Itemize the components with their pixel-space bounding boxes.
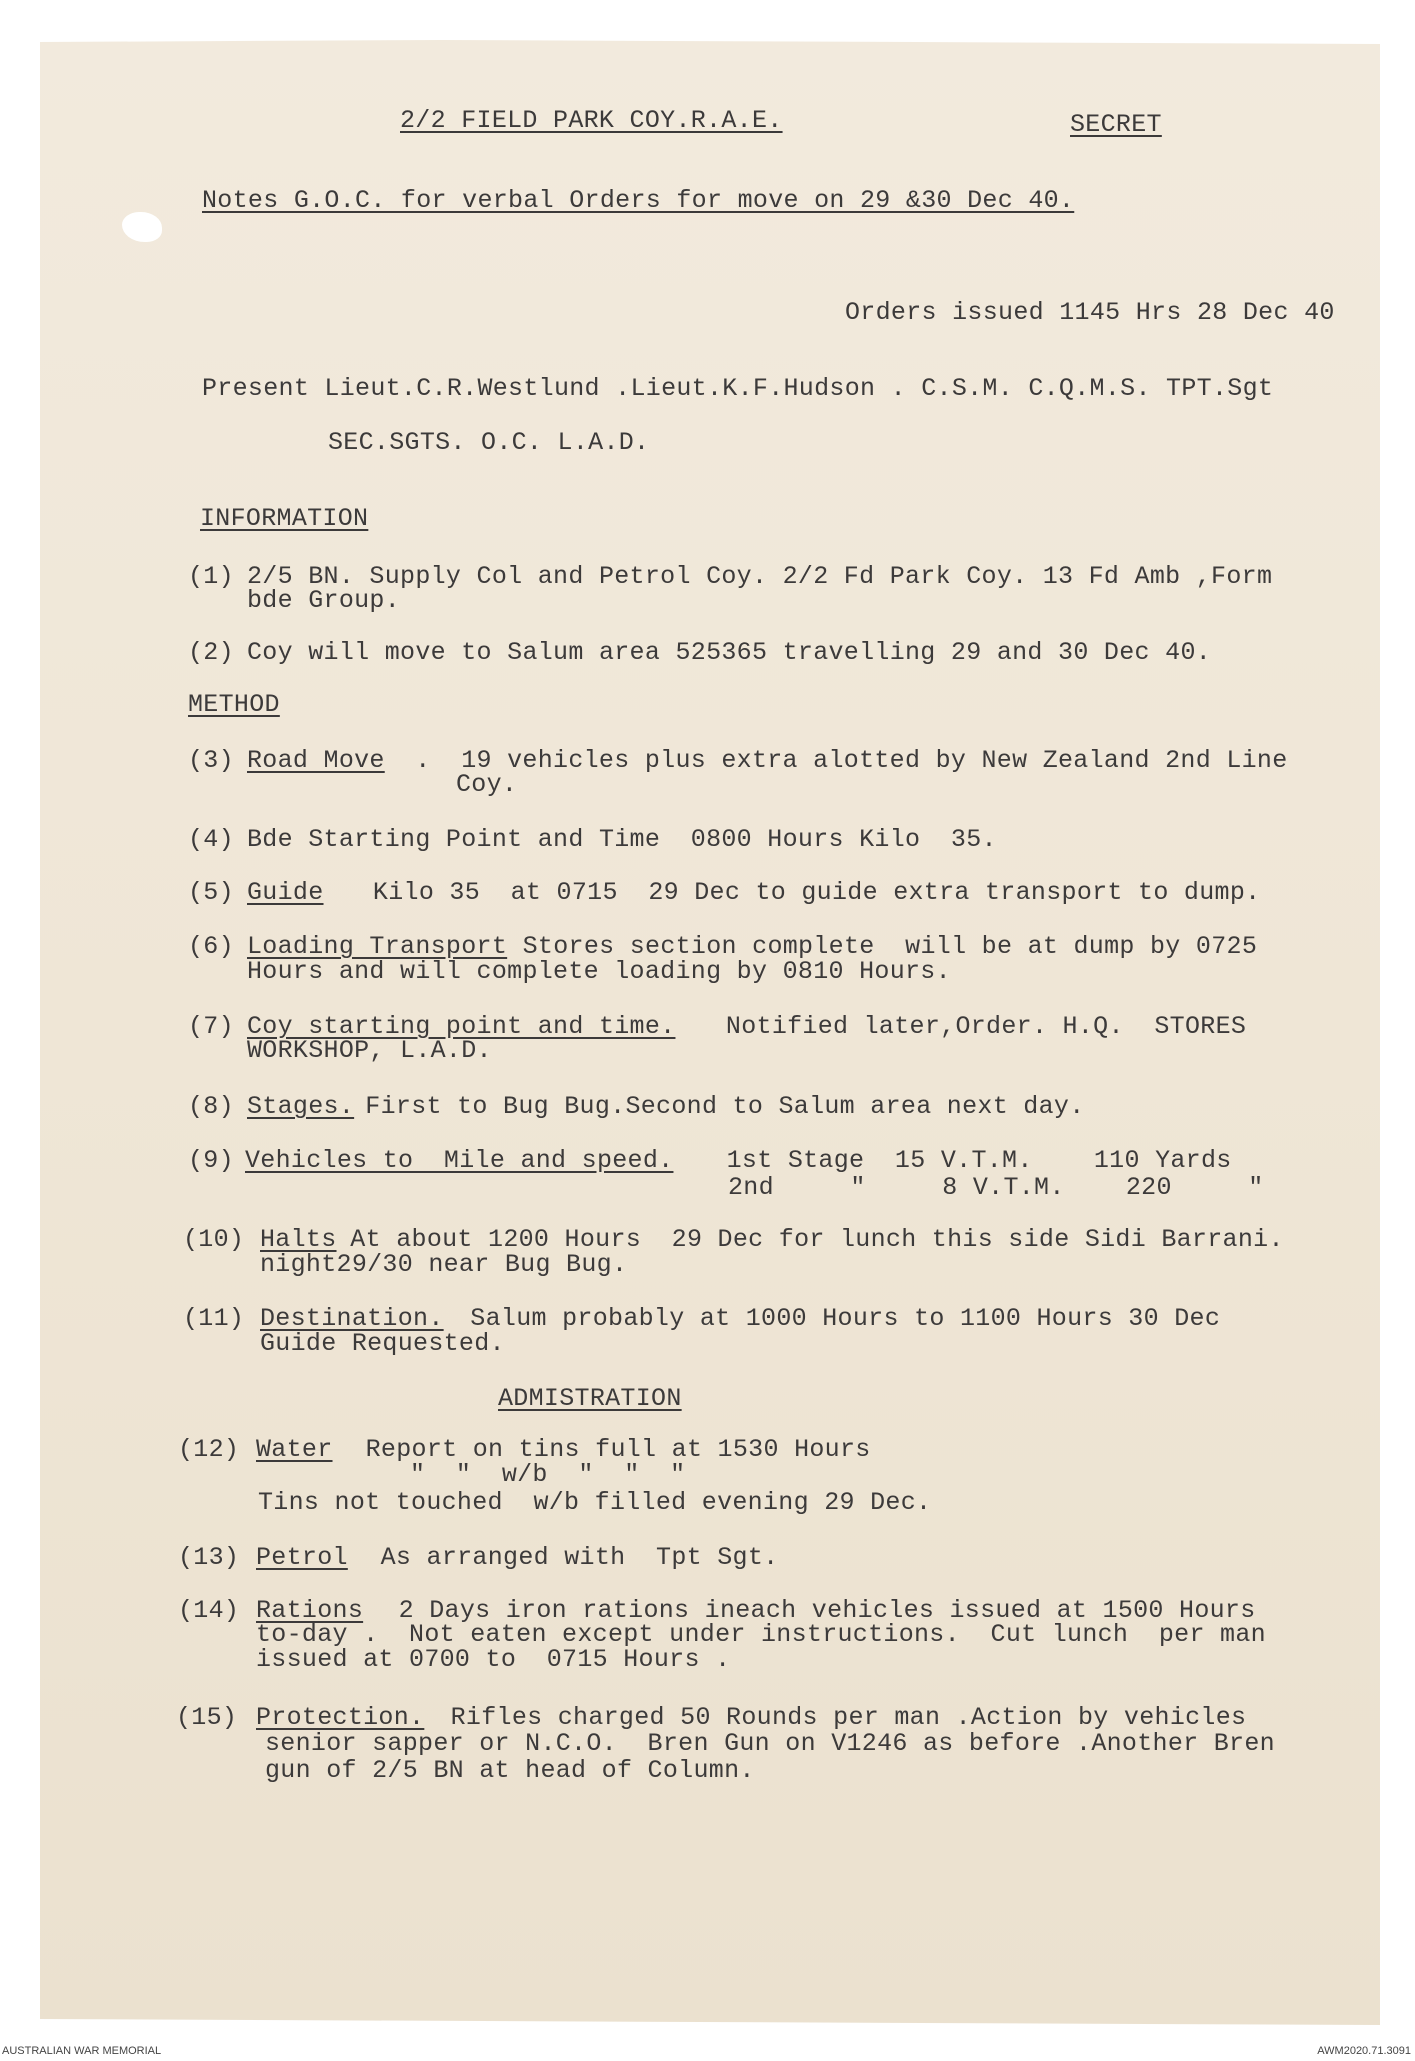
subject-line: Notes G.O.C. for verbal Orders for move on 29 &30 Dec 40. bbox=[202, 186, 1075, 215]
footer-archive-name: AUSTRALIAN WAR MEMORIAL bbox=[2, 2045, 162, 2057]
section-information: INFORMATION bbox=[200, 504, 369, 533]
section-method: METHOD bbox=[188, 690, 280, 719]
classification-stamp: SECRET bbox=[1070, 110, 1162, 139]
section-administration: ADMISTRATION bbox=[498, 1384, 682, 1413]
footer-accession-number: AWM2020.71.3091 bbox=[1317, 2045, 1411, 2057]
issued-line: Orders issued 1145 Hrs 28 Dec 40 bbox=[845, 298, 1335, 327]
punched-hole bbox=[122, 212, 162, 242]
present-line-2: SEC.SGTS. O.C. L.A.D. bbox=[328, 428, 650, 457]
unit-title: 2/2 FIELD PARK COY.R.A.E. bbox=[400, 106, 783, 135]
present-line-1: Present Lieut.C.R.Westlund .Lieut.K.F.Hudson . C.S.M. C.Q.M.S. TPT.Sgt bbox=[202, 374, 1274, 403]
